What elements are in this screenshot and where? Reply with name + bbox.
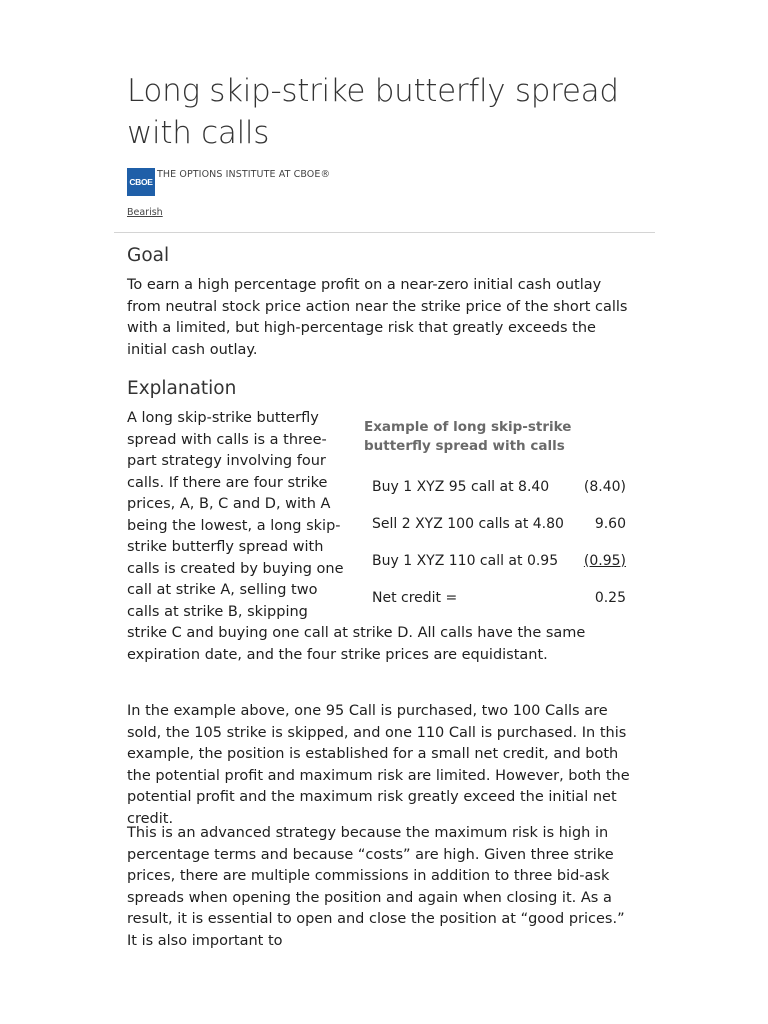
table-row [364,505,632,542]
goal-text: To earn a high percentage profit on a near-zero initial cash outlay from neutral stock price action near the strike price of the short calls with a limited, but high-percentage risk that greatly exceeds the initial cash outlay. [127,277,628,358]
example-amount: 0.25 [594,589,626,606]
explanation-heading: Explanation [127,378,237,399]
example-amount: (0.95) [583,552,626,569]
publisher-name: THE OPTIONS INSTITUTE AT CBOE® [157,168,331,180]
table-row [364,468,632,505]
example-amount: 9.60 [594,515,626,532]
example-leg: Buy 1 XYZ 95 call at 8.40 [372,478,550,495]
example-leg: Buy 1 XYZ 110 call at 0.95 [372,552,559,569]
strategy-tag-link[interactable]: Bearish [127,207,163,218]
goal-heading: Goal [127,245,170,266]
explanation-paragraph-1: A long skip-strike butterfly spread with calls is a three-part strategy involving four calls. If there are four strike prices, A, B, C and D, with A being the lowest, a long skip-strike butterfly spread with calls is created by buying one call at strike A, selling two calls at strike B, skipping strike C and buying one call at strike D. All calls have the same expiration date, and the four strike prices are equidistant. [127,410,586,663]
example-leg: Net credit = [372,589,458,606]
example-leg: Sell 2 XYZ 100 calls at 4.80 [372,515,564,532]
explanation-paragraph-2: In the example above, one 95 Call is purchased, two 100 Calls are sold, the 105 strike is skipped, and one 110 Call is purchased. In this example, the position is established for a small net credit, and both the potential profit and maximum risk are limited. However, both the potential profit and the maximum risk greatly exceed the initial net credit. [127,703,630,827]
publisher-brand [127,168,330,196]
cboe-logo[interactable]: CBOE [127,168,155,196]
table-row [364,579,632,616]
example-amount: (8.40) [583,478,626,495]
section-divider [114,232,655,233]
example-box [364,418,632,616]
example-table [364,468,632,616]
example-title: Example of long skip-strike butterfly spread with calls [364,419,572,454]
explanation-paragraph-3: This is an advanced strategy because the maximum risk is high in percentage terms and because “costs” are high. Given three strike prices, there are multiple commissions in addition to three bid-ask spreads when opening the position and again when closing it. As a result, it is essential to open and close the position at “good prices.” It is also important to [127,825,625,949]
page-title: Long skip-strike butterfly spread with calls [127,73,619,151]
table-row [364,542,632,579]
explanation-block [127,408,632,666]
